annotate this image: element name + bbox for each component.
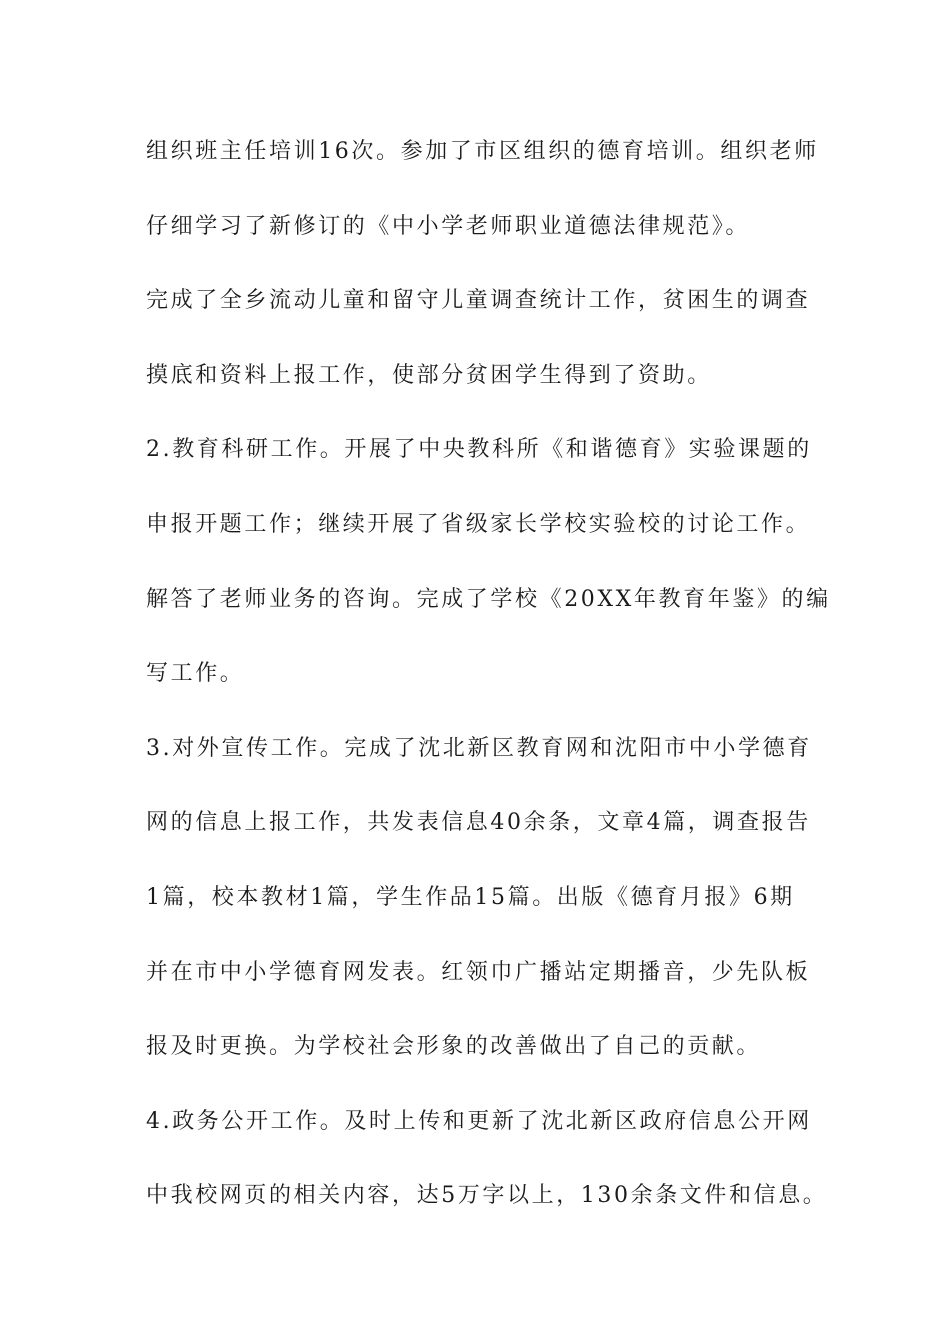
text-line-8: 写工作。 xyxy=(146,661,245,687)
text-line-5: 2.教育科研工作。开展了中央教科所《和谐德育》实验课题的 xyxy=(146,437,812,463)
body-text xyxy=(146,128,831,1247)
text-line-12: 并在市中小学德育网发表。红领巾广播站定期播音，少先队板 xyxy=(146,959,811,985)
text-line-11: 1篇，校本教材1篇，学生作品15篇。出版《德育月报》6期 xyxy=(146,884,795,910)
text-line-3: 完成了全乡流动儿童和留守儿童调查统计工作，贫困生的调查 xyxy=(146,288,811,314)
text-line-14: 4.政务公开工作。及时上传和更新了沈北新区政府信息公开网 xyxy=(146,1108,812,1134)
text-line-6: 申报开题工作；继续开展了省级家长学校实验校的讨论工作。 xyxy=(146,511,811,537)
text-line-7: 解答了老师业务的咨询。完成了学校《20XX年教育年鉴》的编 xyxy=(146,586,831,612)
text-line-10: 网的信息上报工作，共发表信息40余条，文章4篇，调查报告 xyxy=(146,810,811,836)
text-line-9: 3.对外宣传工作。完成了沈北新区教育网和沈阳市中小学德育 xyxy=(146,735,812,761)
text-line-15: 中我校网页的相关内容，达5万字以上，130余条文件和信息。 xyxy=(146,1183,828,1209)
text-line-13: 报及时更换。为学校社会形象的改善做出了自己的贡献。 xyxy=(146,1034,762,1060)
text-line-4: 摸底和资料上报工作，使部分贫困学生得到了资助。 xyxy=(146,362,712,388)
text-line-1: 组织班主任培训16次。参加了市区组织的德育培训。组织老师 xyxy=(146,139,819,164)
text-line-2: 仔细学习了新修订的《中小学老师职业道德法律规范》。 xyxy=(146,213,751,239)
